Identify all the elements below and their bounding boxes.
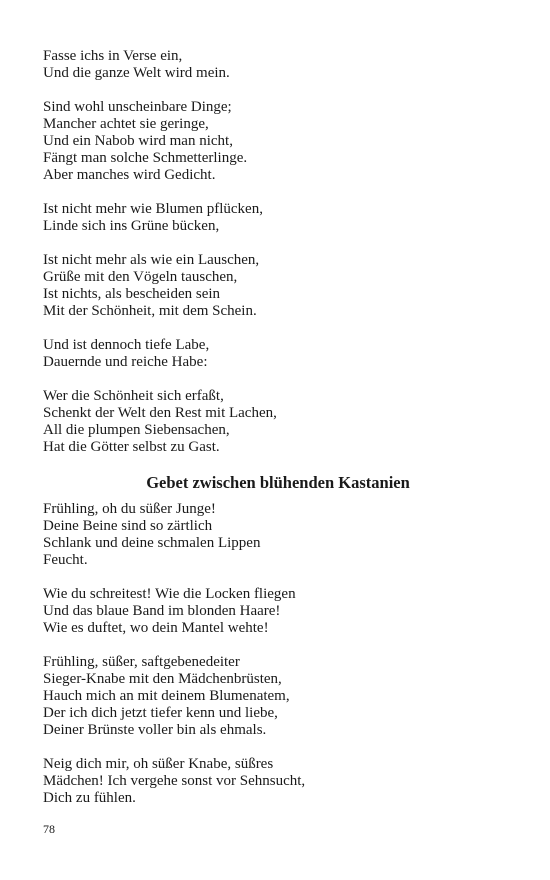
verse-line: Ist nicht mehr wie Blumen pflücken, bbox=[43, 201, 263, 217]
verse-line: Ist nicht mehr als wie ein Lauschen, bbox=[43, 252, 260, 268]
stanza bbox=[43, 48, 513, 82]
poem bbox=[43, 473, 513, 807]
verse-line: Schenkt der Welt den Rest mit Lachen, bbox=[43, 405, 277, 421]
stanza bbox=[43, 252, 513, 320]
stanza bbox=[43, 756, 513, 807]
poem-title: Gebet zwischen blühenden Kastanien bbox=[146, 473, 410, 492]
verse-line: Dich zu fühlen. bbox=[43, 790, 136, 806]
verse-line: Mit der Schönheit, mit dem Schein. bbox=[43, 303, 257, 319]
verse-line: All die plumpen Siebensachen, bbox=[43, 422, 230, 438]
verse-line: Wer die Schönheit sich erfaßt, bbox=[43, 388, 224, 404]
verse-line: Wie es duftet, wo dein Mantel wehte! bbox=[43, 620, 269, 636]
verse-line: Dauernde und reiche Habe: bbox=[43, 354, 208, 370]
verse-line: Hauch mich an mit deinem Blumenatem, bbox=[43, 688, 290, 704]
verse-line: Deine Beine sind so zärtlich bbox=[43, 518, 213, 534]
verse-line: Wie du schreitest! Wie die Locken fliegen bbox=[43, 586, 296, 602]
verse-line: Deiner Brünste voller bin als ehmals. bbox=[43, 722, 267, 738]
verse-line: Und ein Nabob wird man nicht, bbox=[43, 133, 233, 149]
verse-line: Mädchen! Ich vergehe sonst vor Sehnsucht, bbox=[43, 773, 306, 789]
verse-line: Sieger-Knabe mit den Mädchenbrüsten, bbox=[43, 671, 282, 687]
verse-line: Frühling, oh du süßer Junge! bbox=[43, 501, 216, 517]
stanza bbox=[43, 501, 513, 569]
verse-line: Und ist dennoch tiefe Labe, bbox=[43, 337, 210, 353]
verse-line: Frühling, süßer, saftgebenedeiter bbox=[43, 654, 240, 670]
verse-line: Und das blaue Band im blonden Haare! bbox=[43, 603, 281, 619]
stanza bbox=[43, 388, 513, 456]
stanza bbox=[43, 99, 513, 184]
stanza bbox=[43, 201, 513, 235]
verse-line: Grüße mit den Vögeln tauschen, bbox=[43, 269, 238, 285]
verse-line: Schlank und deine schmalen Lippen bbox=[43, 535, 261, 551]
verse-line: Neig dich mir, oh süßer Knabe, süßres bbox=[43, 756, 274, 772]
verse-line: Fängt man solche Schmetterlinge. bbox=[43, 150, 248, 166]
verse-line: Der ich dich jetzt tiefer kenn und liebe, bbox=[43, 705, 278, 721]
verse-line: Aber manches wird Gedicht. bbox=[43, 167, 216, 183]
verse-line: Linde sich ins Grüne bücken, bbox=[43, 218, 220, 234]
stanza bbox=[43, 337, 513, 371]
verse-line: Feucht. bbox=[43, 552, 88, 568]
poem-continuation bbox=[43, 48, 513, 456]
verse-line: Hat die Götter selbst zu Gast. bbox=[43, 439, 220, 455]
verse-line: Und die ganze Welt wird mein. bbox=[43, 65, 230, 81]
stanza bbox=[43, 586, 513, 637]
verse-line: Fasse ichs in Verse ein, bbox=[43, 48, 183, 64]
verse-line: Mancher achtet sie geringe, bbox=[43, 116, 209, 132]
page-body bbox=[43, 48, 513, 824]
stanza bbox=[43, 654, 513, 739]
page-number: 78 bbox=[43, 822, 55, 836]
verse-line: Ist nichts, als bescheiden sein bbox=[43, 286, 221, 302]
verse-line: Sind wohl unscheinbare Dinge; bbox=[43, 99, 232, 115]
